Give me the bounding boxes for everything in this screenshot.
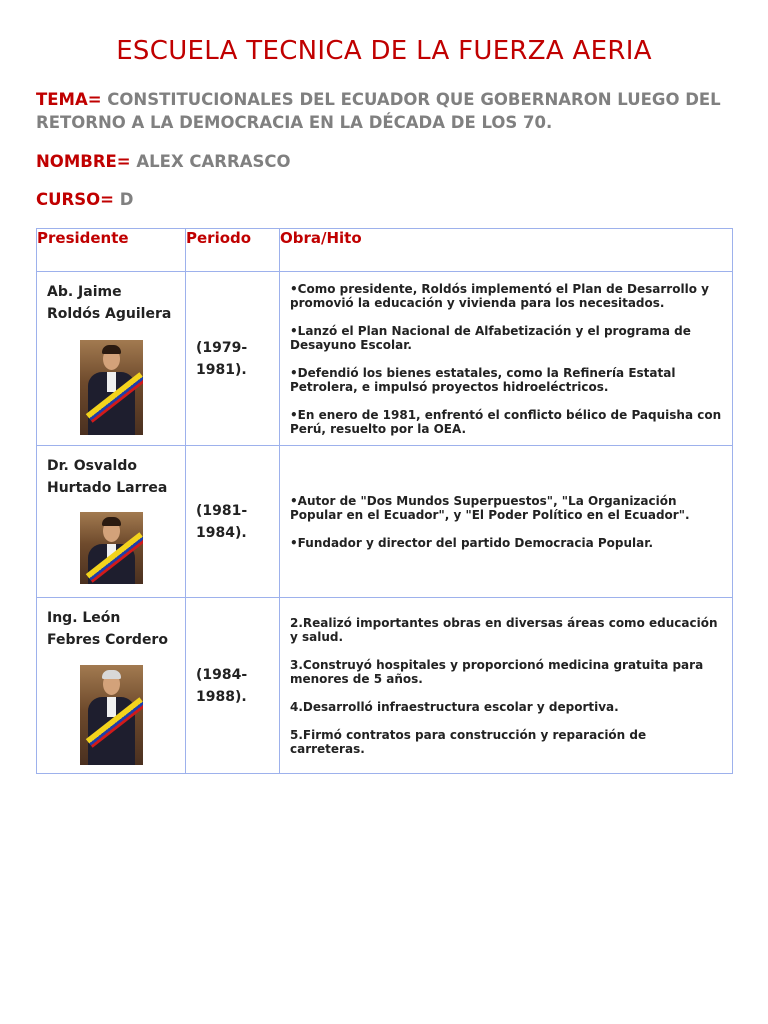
periodo-value: (1979-1981). <box>196 339 248 378</box>
presidente-name: Dr. Osvaldo Hurtado Larrea <box>47 458 168 496</box>
obra-item: 2.Realizó importantes obras en diversas áreas como educación y salud. <box>290 615 718 644</box>
nombre-label: NOMBRE= <box>36 152 131 171</box>
presidente-cell <box>37 272 186 446</box>
curso-label: CURSO= <box>36 190 114 209</box>
obra-item: •Lanzó el Plan Nacional de Alfabetización y el programa de Desayuno Escolar. <box>290 323 691 352</box>
obra-item: •En enero de 1981, enfrentó el conflicto bélico de Paquisha con Perú, resuelto por la OEA. <box>290 407 722 436</box>
president-portrait-image <box>80 512 143 584</box>
presidente-name: Ing. León Febres Cordero <box>47 610 168 648</box>
president-portrait-image <box>80 340 143 435</box>
presidente-cell <box>37 446 186 598</box>
table-row <box>37 272 733 446</box>
obra-item: •Autor de "Dos Mundos Superpuestos", "La Organización Popular en el Ecuador", y "El Poder Político en el Ecuador". <box>290 493 690 522</box>
header-obra: Obra/Hito <box>280 229 733 272</box>
president-portrait-image <box>80 665 143 765</box>
obra-list <box>280 282 732 436</box>
periodo-cell <box>186 272 280 446</box>
tema-value: CONSTITUCIONALES DEL ECUADOR QUE GOBERNARON LUEGO DEL RETORNO A LA DEMOCRACIA EN LA DÉCADA DE LOS 70. <box>36 90 721 132</box>
obra-list <box>280 616 732 756</box>
obra-item: 4.Desarrolló infraestructura escolar y deportiva. <box>290 699 619 714</box>
nombre-field <box>36 150 726 173</box>
table-header-row <box>37 229 733 272</box>
document-title: ESCUELA TECNICA DE LA FUERZA AERIA <box>116 36 652 66</box>
obra-item: 3.Construyó hospitales y proporcionó medicina gratuita para menores de 5 años. <box>290 657 704 686</box>
curso-field <box>36 188 726 211</box>
presidente-name: Ab. Jaime Roldós Aguilera <box>47 284 172 322</box>
curso-value: D <box>119 190 134 209</box>
tema-label: TEMA= <box>36 90 102 109</box>
obra-cell <box>280 446 733 598</box>
table-row <box>37 598 733 774</box>
presidente-cell <box>37 598 186 774</box>
obra-item: •Como presidente, Roldós implementó el Plan de Desarrollo y promovió la educación y vivienda para los necesitados. <box>290 281 709 310</box>
obra-list <box>280 494 732 550</box>
nombre-value: ALEX CARRASCO <box>136 152 291 171</box>
periodo-value: (1981-1984). <box>196 502 248 541</box>
header-periodo: Periodo <box>186 229 280 272</box>
obra-item: 5.Firmó contratos para construcción y reparación de carreteras. <box>290 727 647 756</box>
obra-item: •Fundador y director del partido Democracia Popular. <box>290 535 654 550</box>
obra-item: •Defendió los bienes estatales, como la Refinería Estatal Petrolera, e impulsó proyectos hidroeléctricos. <box>290 365 676 394</box>
presidents-table <box>36 228 733 774</box>
tema-field <box>36 88 726 134</box>
periodo-cell <box>186 598 280 774</box>
table-row <box>37 446 733 598</box>
periodo-value: (1984-1988). <box>196 666 248 705</box>
header-presidente: Presidente <box>37 229 186 272</box>
obra-cell <box>280 598 733 774</box>
periodo-cell <box>186 446 280 598</box>
obra-cell <box>280 272 733 446</box>
